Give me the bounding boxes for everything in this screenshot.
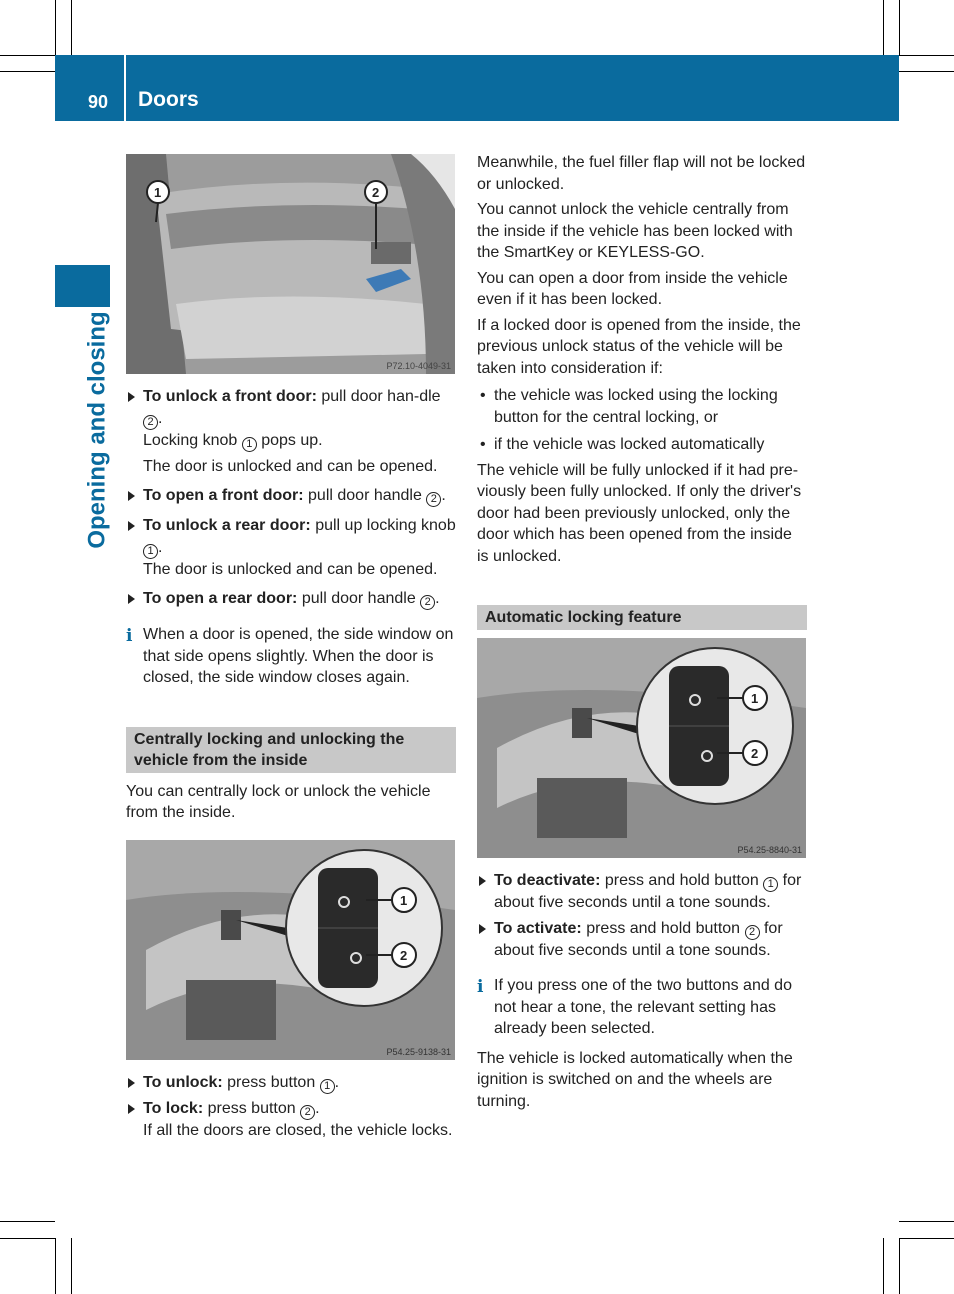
callout-1-icon: 1 xyxy=(320,1079,335,1094)
paragraph: The vehicle will be fully unlocked if it had pre-viously been fully unlocked. If only the driver's door had been previously unlocked, only the door which has been opened from the inside is unlocked. xyxy=(477,461,802,565)
image-code: P72.10-4049-31 xyxy=(386,361,451,371)
page-title: Doors xyxy=(138,88,199,111)
info-icon: i xyxy=(126,626,133,646)
image-code: P54.25-8840-31 xyxy=(737,845,802,855)
step-label: To unlock a front door: xyxy=(143,388,317,405)
step-activate xyxy=(477,918,807,962)
step-text: for about five seconds until a tone sounds. xyxy=(494,872,802,911)
right-column xyxy=(477,152,807,1116)
step-text: press and hold button xyxy=(586,919,741,937)
step-result: If all the doors are closed, the vehicle locks. xyxy=(143,1121,453,1139)
side-tab xyxy=(55,265,110,307)
step-lock: To lock: press button 2 . If all the doors are closed, the vehicle locks. xyxy=(126,1098,456,1142)
section-heading: Centrally locking and unlocking the vehicle from the inside xyxy=(126,727,456,773)
side-tab-label: Opening and closing xyxy=(83,311,111,549)
info-icon: i xyxy=(477,977,484,997)
callout-1: 1 xyxy=(400,892,408,908)
crop-mark xyxy=(71,0,72,55)
crop-mark xyxy=(0,1221,55,1222)
step-unlock-rear-door: To unlock a rear door: pull up locking knob 1 . The door is unlocked and can be opened. xyxy=(126,515,456,580)
step-open-front-door: To open a front door: pull door handle 2 . xyxy=(126,485,456,507)
step-label: To unlock: xyxy=(143,1073,223,1091)
step-result: The door is unlocked and can be opened. xyxy=(143,457,438,475)
step-text: pull door han-dle xyxy=(321,388,441,405)
section-heading: Automatic locking feature xyxy=(477,605,807,630)
step-text: press button xyxy=(207,1099,296,1117)
crop-mark xyxy=(883,1238,884,1294)
auto-lock-image xyxy=(477,638,806,858)
header-divider xyxy=(124,55,126,121)
step-text: Locking knob xyxy=(143,431,238,449)
step-open-rear-door: To open a rear door: pull door handle 2 . xyxy=(126,588,456,610)
crop-mark xyxy=(0,1238,55,1239)
crop-mark xyxy=(0,55,55,56)
step-result: The door is unlocked and can be opened. xyxy=(143,560,438,578)
callout-1: 1 xyxy=(751,691,759,706)
step-unlock: To unlock: press button 1 . xyxy=(126,1072,456,1094)
step-label: To deactivate: xyxy=(494,872,601,889)
info-text: If you press one of the two buttons and do not hear a tone, the relevant setting has already been selected. xyxy=(494,977,792,1037)
paragraph: If a locked door is opened from the inside, the previous unlock status of the vehicle will be taken into consideration if: xyxy=(477,316,801,377)
step-unlock-front-door: To unlock a front door: pull door han-dle 2 . Locking knob 1 pops up. The door is unlocked and can be opened. xyxy=(126,386,456,477)
callout-1-icon: 1 xyxy=(242,437,257,452)
info-text: When a door is opened, the side window on that side opens slightly. When the door is closed, the side window closes again. xyxy=(143,626,454,686)
crop-mark xyxy=(899,55,954,56)
callout-2-icon: 2 xyxy=(745,925,760,940)
step-deactivate xyxy=(477,870,807,914)
step-text: pops up. xyxy=(261,431,323,449)
step-text: press button xyxy=(227,1073,316,1091)
step-label: To activate: xyxy=(494,919,582,937)
callout-1: 1 xyxy=(154,185,162,200)
image-code: P54.25-9138-31 xyxy=(386,1046,451,1057)
callout-2: 2 xyxy=(400,947,408,963)
callout-1-icon: 1 xyxy=(763,877,778,892)
info-note xyxy=(126,624,456,689)
list-item: • the vehicle was locked using the locking button for the central locking, or xyxy=(477,385,807,428)
paragraph: The vehicle is locked automatically when the ignition is switched on and the wheels are turning. xyxy=(477,1049,793,1110)
crop-mark xyxy=(883,0,884,55)
callout-2-icon: 2 xyxy=(300,1105,315,1120)
crop-mark xyxy=(55,1238,56,1294)
info-note xyxy=(477,975,807,1040)
left-column xyxy=(126,154,456,1141)
list-item: • if the vehicle was locked automatically xyxy=(477,434,807,456)
crop-mark xyxy=(899,0,900,55)
crop-mark xyxy=(55,0,56,55)
crop-mark xyxy=(71,1238,72,1294)
step-text: pull door handle xyxy=(301,590,416,607)
central-lock-image xyxy=(126,840,455,1060)
step-text: for about five seconds until a tone sounds. xyxy=(494,919,783,959)
callout-2: 2 xyxy=(751,746,759,761)
step-label: To open a front door: xyxy=(143,487,304,504)
paragraph: You cannot unlock the vehicle centrally from the inside if the vehicle has been locked with the SmartKey or KEYLESS-GO. xyxy=(477,201,793,261)
callout-2-icon: 2 xyxy=(420,595,435,610)
section-intro: You can centrally lock or unlock the vehicle from the inside. xyxy=(126,782,431,821)
crop-mark xyxy=(899,1238,954,1239)
step-label: To lock: xyxy=(143,1099,204,1117)
crop-mark xyxy=(0,71,55,72)
step-text: pull door handle xyxy=(308,487,422,504)
callout-2: 2 xyxy=(372,185,380,200)
step-label: To unlock a rear door: xyxy=(143,517,311,534)
step-label: To open a rear door: xyxy=(143,590,298,607)
callout-2-icon: 2 xyxy=(143,415,158,430)
front-door-image xyxy=(126,154,455,374)
crop-mark xyxy=(899,1238,900,1294)
step-text: pull up locking knob xyxy=(315,517,456,534)
paragraph: You can open a door from inside the vehicle even if it has been locked. xyxy=(477,269,788,308)
crop-mark xyxy=(899,1221,954,1222)
callout-1-icon: 1 xyxy=(143,544,158,559)
callout-2-icon: 2 xyxy=(426,492,441,507)
step-text: press and hold button xyxy=(604,872,759,889)
paragraph: Meanwhile, the fuel filler flap will not be locked or unlocked. xyxy=(477,154,806,193)
crop-mark xyxy=(899,71,954,72)
page-number: 90 xyxy=(88,92,109,112)
